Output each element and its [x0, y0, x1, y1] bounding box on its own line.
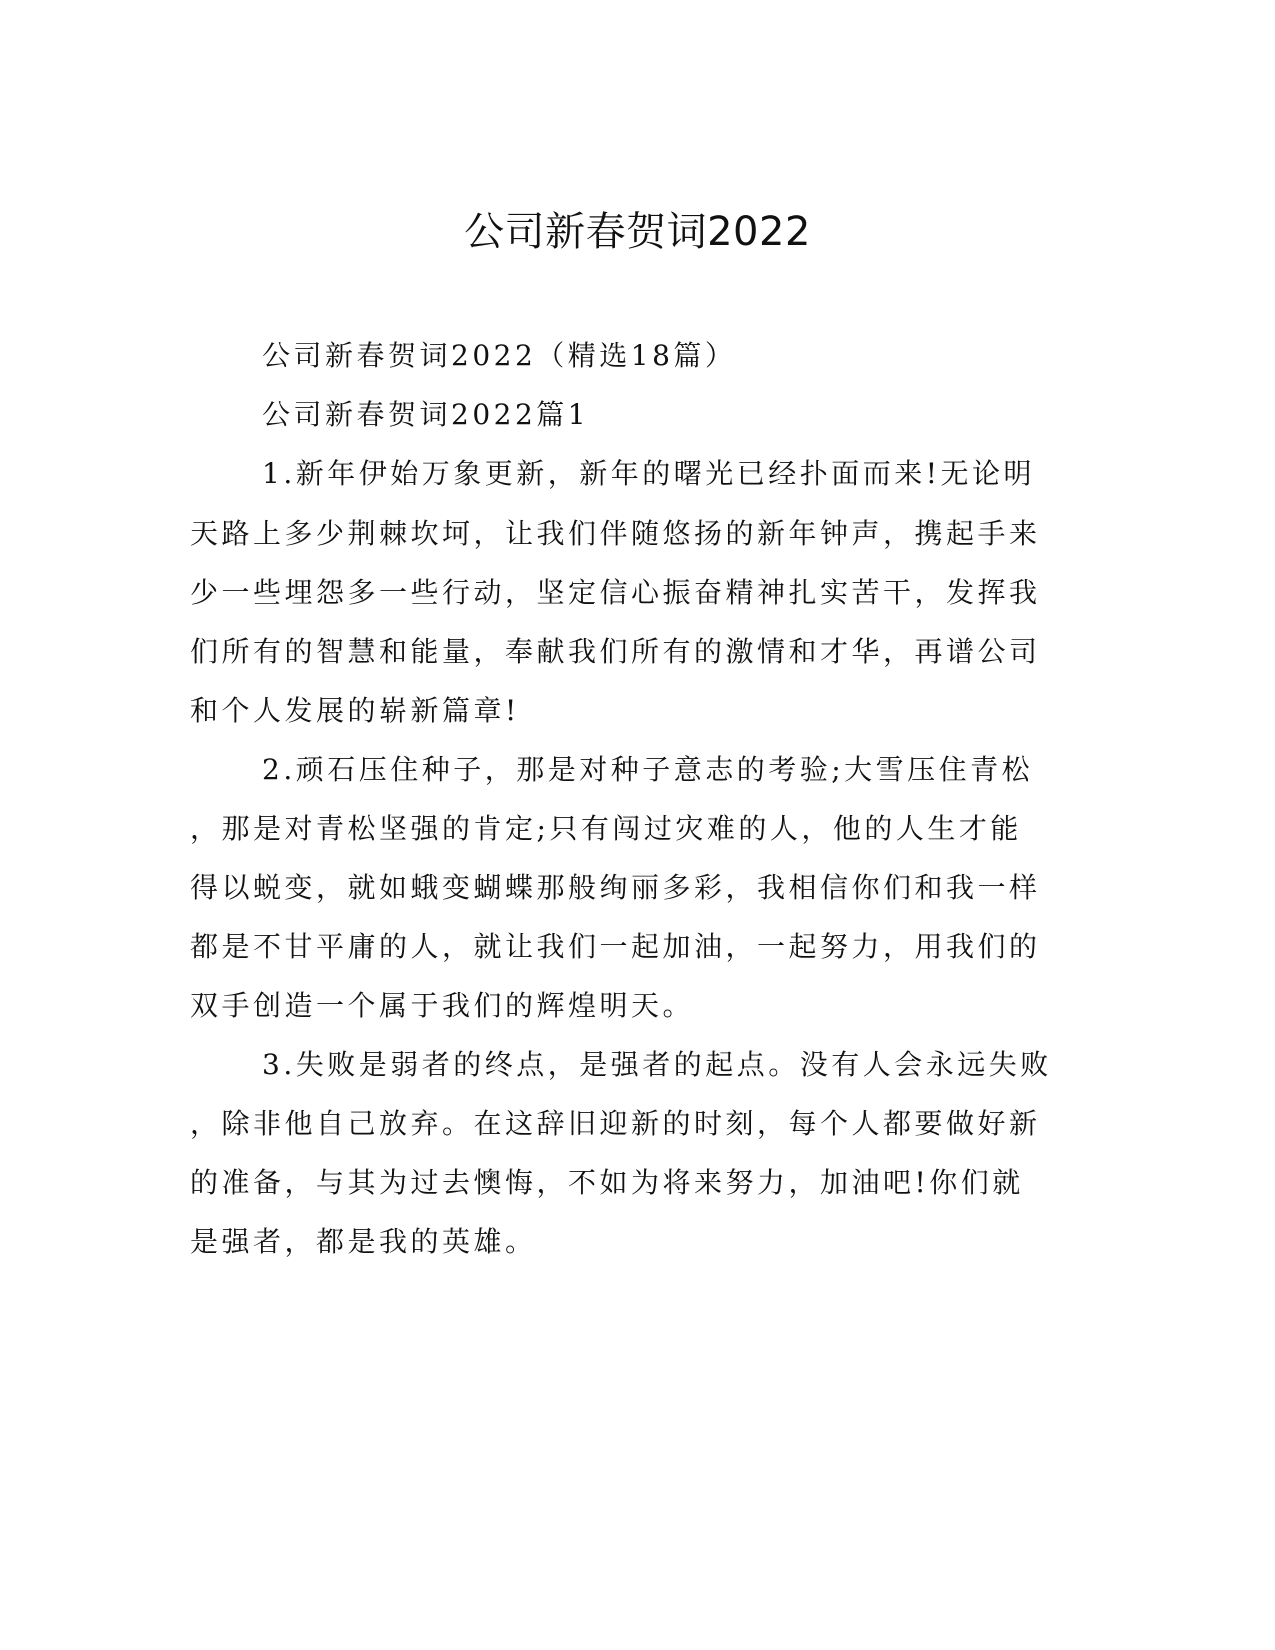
paragraph-line: ，那是对青松坚强的肯定;只有闯过灾难的人，他的人生才能 — [190, 812, 1022, 845]
paragraph-line: 得以蜕变，就如蛾变蝴蝶那般绚丽多彩，我相信你们和我一样 — [190, 871, 1041, 904]
paragraph-line: 是强者，都是我的英雄。 — [190, 1225, 537, 1258]
paragraph-line: 1.新年伊始万象更新，新年的曙光已经扑面而来!无论明 — [262, 457, 1035, 490]
paragraph-line: 们所有的智慧和能量，奉献我们所有的激情和才华，再谱公司 — [190, 635, 1041, 668]
paragraph-line: 2.顽石压住种子，那是对种子意志的考验;大雪压住青松 — [262, 753, 1034, 786]
paragraph-line: 天路上多少荆棘坎坷，让我们伴随悠扬的新年钟声，携起手来 — [190, 517, 1041, 550]
paragraph-line: 的准备，与其为过去懊悔，不如为将来努力，加油吧!你们就 — [190, 1166, 1024, 1199]
paragraph-line: 和个人发展的崭新篇章! — [190, 694, 520, 727]
document-title: 公司新春贺词2022 — [464, 209, 811, 255]
paragraph-line: 3.失败是弱者的终点，是强者的起点。没有人会永远失败 — [262, 1048, 1052, 1081]
section-heading: 公司新春贺词2022篇1 — [262, 398, 590, 431]
paragraph-line: 双手创造一个属于我们的辉煌明天。 — [190, 989, 695, 1022]
paragraph-line: ，除非他自己放弃。在这辞旧迎新的时刻，每个人都要做好新 — [190, 1107, 1041, 1140]
paragraph-line: 少一些埋怨多一些行动，坚定信心振奋精神扎实苦干，发挥我 — [190, 576, 1041, 609]
document-subtitle: 公司新春贺词2022（精选18篇） — [262, 339, 737, 372]
paragraph-line: 都是不甘平庸的人，就让我们一起加油，一起努力，用我们的 — [190, 930, 1041, 963]
